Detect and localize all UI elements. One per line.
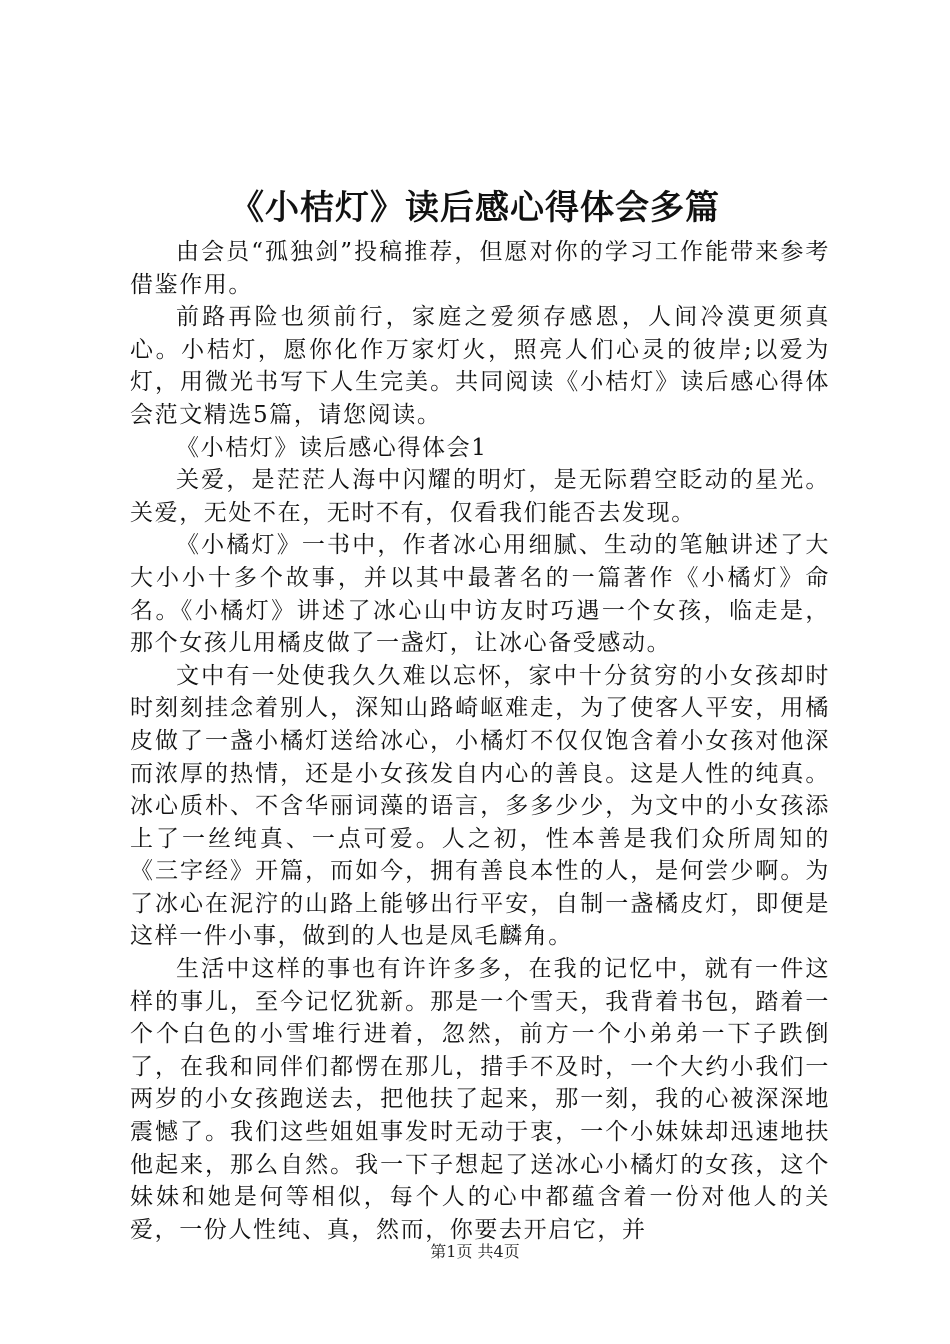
paragraph-intro: 由会员“孤独剑”投稿推荐，但愿对你的学习工作能带来参考借鉴作用。: [130, 239, 830, 298]
paragraph-body: 关爱，是茫茫人海中闪耀的明灯，是无际碧空眨动的星光。关爱，无处不在，无时不有，仅看我们能否去发现。: [130, 467, 830, 526]
page-number-footer: 第1页 共4页: [430, 1242, 520, 1261]
paragraph-preface: 前路再险也须前行，家庭之爱须存感恩，人间冷漠更须真心。小桔灯，愿你化作万家灯火，照亮人们心灵的彼岸;以爱为灯，用微光书写下人生完美。共同阅读《小桔灯》读后感心得体会范文精选5篇，请您阅读。: [130, 304, 830, 428]
paragraph-body: 生活中这样的事也有许许多多，在我的记忆中，就有一件这样的事儿，至今记忆犹新。那是一个雪天，我背着书包，踏着一个个白色的小雪堆行进着，忽然，前方一个小弟弟一下子跌倒了，在我和同伴们都愣在那儿，措手不及时，一个大约小我们一两岁的小女孩跑送去，把他扶了起来，那一刻，我的心被深深地震憾了。我们这些姐姐事发时无动于衷，一个小妹妹却迅速地扶他起来，那么自然。我一下子想起了送冰心小橘灯的女孩，这个妹妹和她是何等相似，每个人的心中都蕴含着一份对他人的关爱，一份人性纯、真，然而，你要去开启它，并: [130, 956, 830, 1243]
paragraph-body: 文中有一处使我久久难以忘怀，家中十分贫穷的小女孩却时时刻刻挂念着别人，深知山路崎岖难走，为了使客人平安，用橘皮做了一盏小橘灯送给冰心，小橘灯不仅仅饱含着小女孩对他深而浓厚的热情，还是小女孩发自内心的善良。这是人性的纯真。冰心质朴、不含华丽词藻的语言，多多少少，为文中的小女孩添上了一丝纯真、一点可爱。人之初，性本善是我们众所周知的《三字经》开篇，而如今，拥有善良本性的人，是何尝少啊。为了冰心在泥泞的山路上能够出行平安，自制一盏橘皮灯，即便是这样一件小事，做到的人也是凤毛麟角。: [130, 662, 830, 950]
paragraph-body: 《小橘灯》一书中，作者冰心用细腻、生动的笔触讲述了大大小小十多个故事，并以其中最著名的一篇著作《小橘灯》命名。《小橘灯》讲述了冰心山中访友时巧遇一个女孩，临走是，那个女孩儿用橘皮做了一盏灯，让冰心备受感动。: [130, 532, 830, 657]
section-heading: 《小桔灯》读后感心得体会1: [176, 434, 488, 461]
document-body: [130, 236, 830, 1246]
document-title: 《小桔灯》读后感心得体会多篇: [230, 188, 720, 228]
